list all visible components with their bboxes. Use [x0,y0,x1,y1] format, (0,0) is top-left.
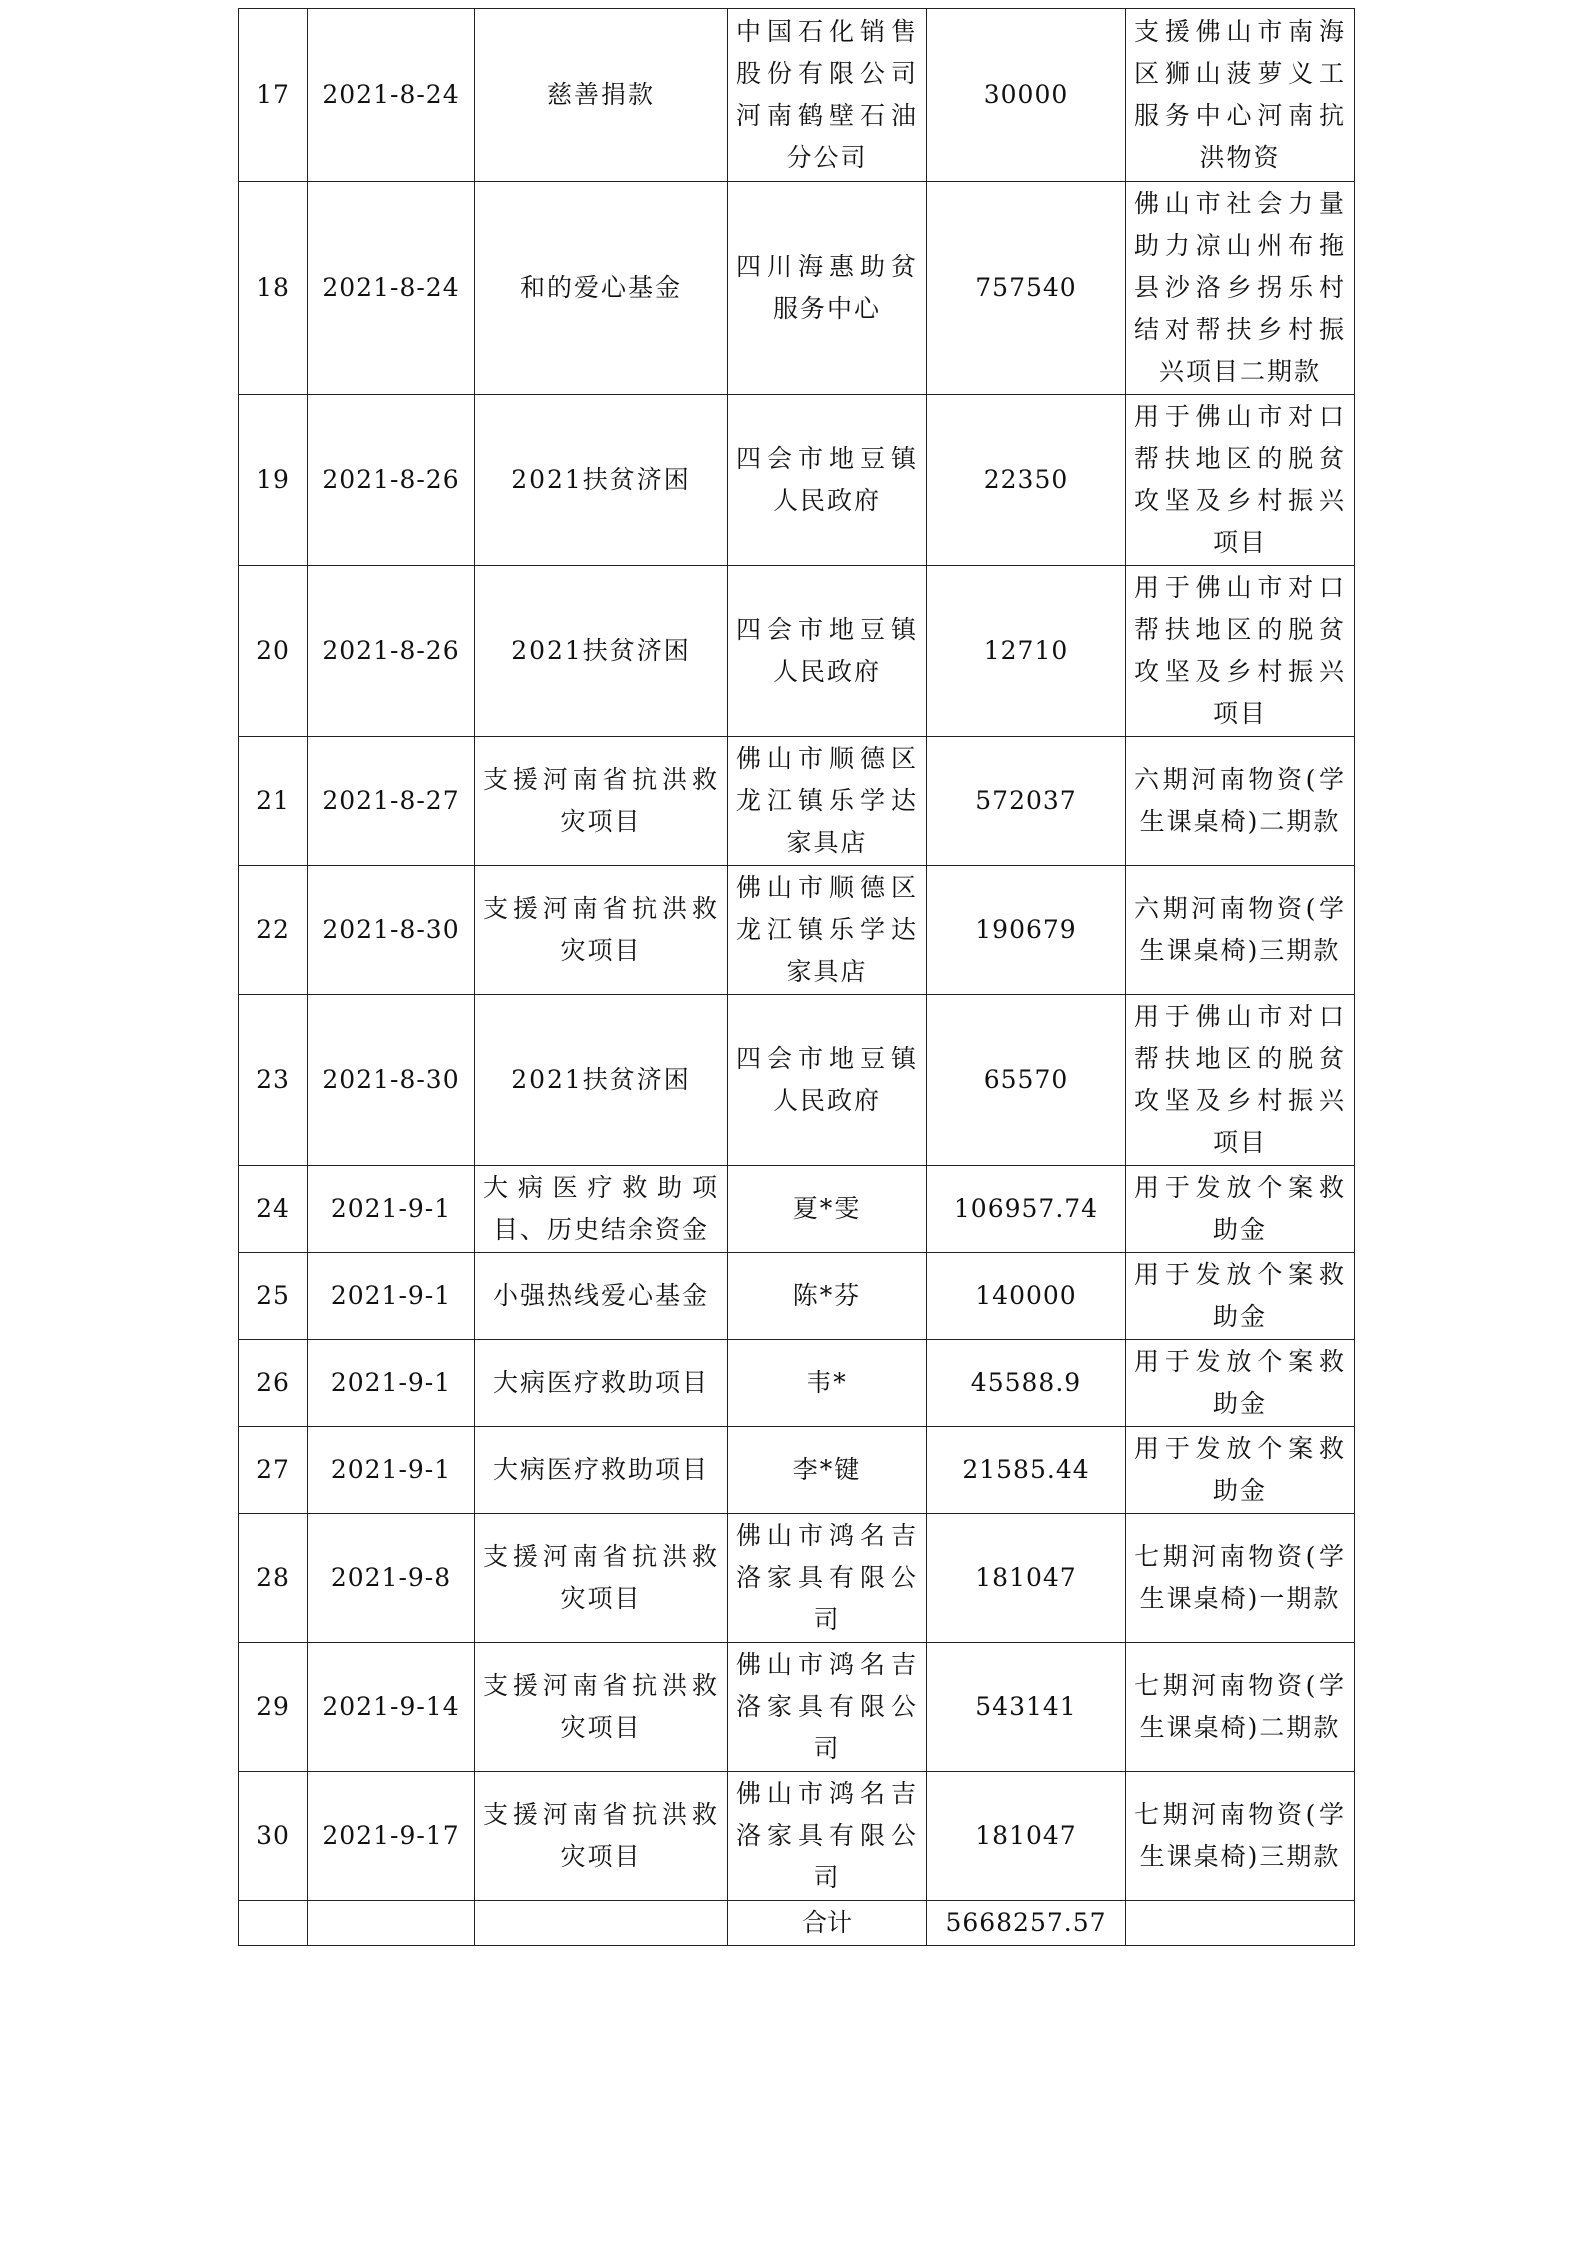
total-row [239,1901,1355,1946]
donor-cell: 佛山市鸿名吉洛家具有限公司 [728,1772,927,1901]
empty-cell [1126,1901,1355,1946]
project-cell: 2021扶贫济困 [475,995,728,1166]
project-cell: 和的爱心基金 [475,182,728,395]
purpose-cell: 七期河南物资(学生课桌椅)三期款 [1126,1772,1355,1901]
project-cell: 小强热线爱心基金 [475,1253,728,1340]
project-cell: 慈善捐款 [475,9,728,182]
purpose-cell: 六期河南物资(学生课桌椅)二期款 [1126,737,1355,866]
empty-cell [308,1901,475,1946]
project-cell: 支援河南省抗洪救灾项目 [475,1643,728,1772]
purpose-cell: 用于发放个案救助金 [1126,1427,1355,1514]
date-cell: 2021-8-24 [308,182,475,395]
project-cell: 大病医疗救助项目 [475,1340,728,1427]
purpose-cell: 六期河南物资(学生课桌椅)三期款 [1126,866,1355,995]
date-cell: 2021-8-24 [308,9,475,182]
project-cell: 大病医疗救助项目 [475,1427,728,1514]
donor-cell: 夏*雯 [728,1166,927,1253]
table-row [239,395,1355,566]
donor-cell: 中国石化销售股份有限公司河南鹤壁石油分公司 [728,9,927,182]
row-number-cell: 24 [239,1166,308,1253]
date-cell: 2021-9-1 [308,1166,475,1253]
amount-cell: 757540 [927,182,1126,395]
amount-cell: 45588.9 [927,1340,1126,1427]
amount-cell: 572037 [927,737,1126,866]
project-cell: 支援河南省抗洪救灾项目 [475,1772,728,1901]
table-row [239,1643,1355,1772]
donor-cell: 李*键 [728,1427,927,1514]
date-cell: 2021-9-1 [308,1253,475,1340]
amount-cell: 140000 [927,1253,1126,1340]
purpose-cell: 用于发放个案救助金 [1126,1340,1355,1427]
empty-cell [239,1901,308,1946]
amount-cell: 190679 [927,866,1126,995]
amount-cell: 12710 [927,566,1126,737]
purpose-cell: 佛山市社会力量助力凉山州布拖县沙洛乡拐乐村结对帮扶乡村振兴项目二期款 [1126,182,1355,395]
donor-cell: 陈*芬 [728,1253,927,1340]
amount-cell: 181047 [927,1772,1126,1901]
date-cell: 2021-9-1 [308,1340,475,1427]
row-number-cell: 30 [239,1772,308,1901]
date-cell: 2021-8-27 [308,737,475,866]
donor-cell: 佛山市顺德区龙江镇乐学达家具店 [728,737,927,866]
table-row [239,1514,1355,1643]
amount-cell: 543141 [927,1643,1126,1772]
donor-cell: 韦* [728,1340,927,1427]
purpose-cell: 用于发放个案救助金 [1126,1166,1355,1253]
empty-cell [475,1901,728,1946]
date-cell: 2021-8-30 [308,866,475,995]
date-cell: 2021-9-1 [308,1427,475,1514]
amount-cell: 106957.74 [927,1166,1126,1253]
row-number-cell: 23 [239,995,308,1166]
table-body [239,9,1355,1946]
donation-table [238,8,1355,1946]
table-row [239,566,1355,737]
purpose-cell: 用于佛山市对口帮扶地区的脱贫攻坚及乡村振兴项目 [1126,395,1355,566]
table-row [239,1772,1355,1901]
row-number-cell: 28 [239,1514,308,1643]
row-number-cell: 22 [239,866,308,995]
row-number-cell: 18 [239,182,308,395]
project-cell: 支援河南省抗洪救灾项目 [475,1514,728,1643]
row-number-cell: 20 [239,566,308,737]
amount-cell: 22350 [927,395,1126,566]
purpose-cell: 七期河南物资(学生课桌椅)一期款 [1126,1514,1355,1643]
table-row [239,995,1355,1166]
row-number-cell: 25 [239,1253,308,1340]
date-cell: 2021-8-30 [308,995,475,1166]
amount-cell: 30000 [927,9,1126,182]
date-cell: 2021-8-26 [308,566,475,737]
total-amount-cell: 5668257.57 [927,1901,1126,1946]
table-row [239,1340,1355,1427]
purpose-cell: 支援佛山市南海区狮山菠萝义工服务中心河南抗洪物资 [1126,9,1355,182]
donor-cell: 四会市地豆镇人民政府 [728,566,927,737]
amount-cell: 21585.44 [927,1427,1126,1514]
row-number-cell: 26 [239,1340,308,1427]
donor-cell: 四会市地豆镇人民政府 [728,995,927,1166]
purpose-cell: 用于佛山市对口帮扶地区的脱贫攻坚及乡村振兴项目 [1126,566,1355,737]
project-cell: 2021扶贫济困 [475,566,728,737]
project-cell: 支援河南省抗洪救灾项目 [475,866,728,995]
purpose-cell: 七期河南物资(学生课桌椅)二期款 [1126,1643,1355,1772]
donor-cell: 佛山市鸿名吉洛家具有限公司 [728,1643,927,1772]
row-number-cell: 17 [239,9,308,182]
date-cell: 2021-9-8 [308,1514,475,1643]
table-row [239,9,1355,182]
table-row [239,1427,1355,1514]
donor-cell: 佛山市顺德区龙江镇乐学达家具店 [728,866,927,995]
table-row [239,866,1355,995]
project-cell: 支援河南省抗洪救灾项目 [475,737,728,866]
amount-cell: 65570 [927,995,1126,1166]
donor-cell: 佛山市鸿名吉洛家具有限公司 [728,1514,927,1643]
table-row [239,737,1355,866]
date-cell: 2021-8-26 [308,395,475,566]
project-cell: 2021扶贫济困 [475,395,728,566]
total-label-cell: 合计 [728,1901,927,1946]
date-cell: 2021-9-14 [308,1643,475,1772]
date-cell: 2021-9-17 [308,1772,475,1901]
purpose-cell: 用于发放个案救助金 [1126,1253,1355,1340]
amount-cell: 181047 [927,1514,1126,1643]
donor-cell: 四川海惠助贫服务中心 [728,182,927,395]
row-number-cell: 21 [239,737,308,866]
row-number-cell: 27 [239,1427,308,1514]
purpose-cell: 用于佛山市对口帮扶地区的脱贫攻坚及乡村振兴项目 [1126,995,1355,1166]
project-cell: 大病医疗救助项目、历史结余资金 [475,1166,728,1253]
row-number-cell: 19 [239,395,308,566]
table-row [239,182,1355,395]
donor-cell: 四会市地豆镇人民政府 [728,395,927,566]
table-row [239,1253,1355,1340]
row-number-cell: 29 [239,1643,308,1772]
table-row [239,1166,1355,1253]
